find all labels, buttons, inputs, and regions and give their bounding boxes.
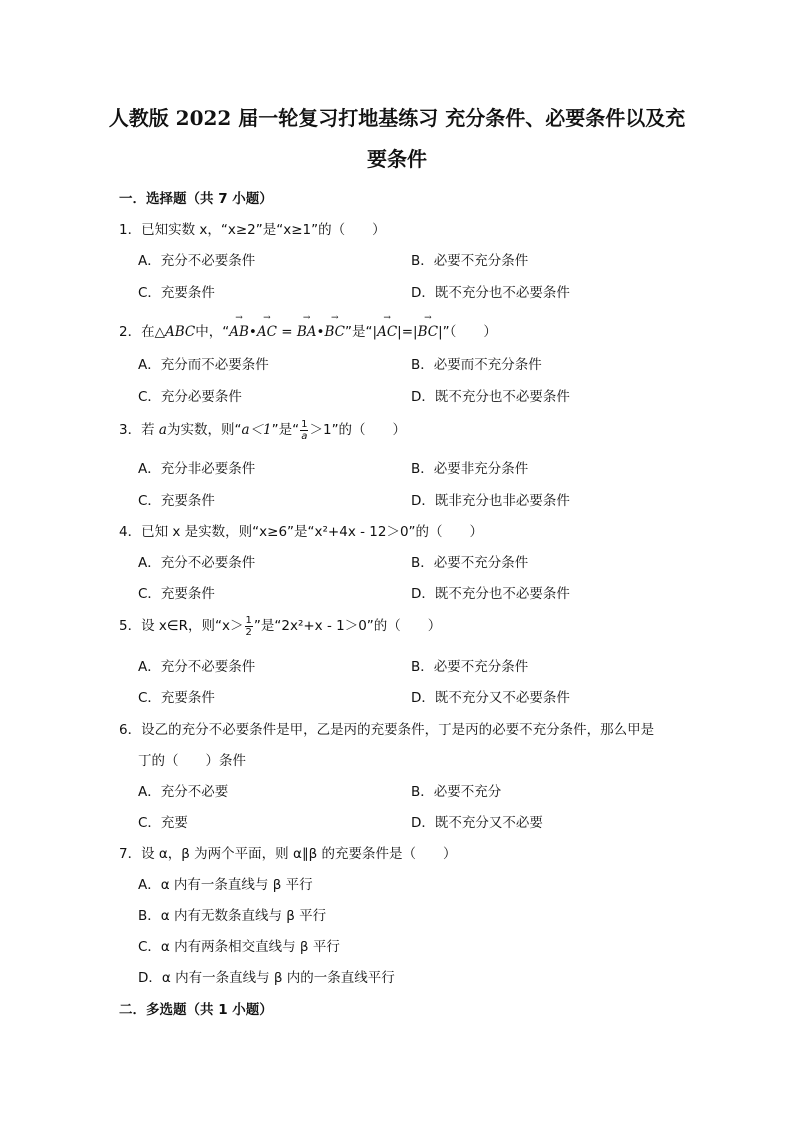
- question-2-stem-mid: 中，“: [195, 324, 230, 340]
- question-6-option-a: A．充分不必要: [138, 784, 229, 800]
- question-5-stem-prefix: 5．设 x∈R，则“x＞: [119, 618, 244, 634]
- question-4-option-b: B．必要不充分条件: [411, 555, 529, 571]
- question-4-stem: 4．已知 x 是实数，则“x≥6”是“x²+4x - 12＞0”的（ ）: [119, 524, 484, 540]
- question-7-option-a: A．α 内有一条直线与 β 平行: [138, 877, 313, 893]
- fraction-denominator: a: [301, 430, 308, 442]
- question-7-option-c: C．α 内有两条相交直线与 β 平行: [138, 939, 340, 955]
- question-2-option-d: D．既不充分也不必要条件: [411, 389, 570, 405]
- question-2-stem-end: |”（ ）: [438, 324, 497, 340]
- question-3-option-c: C．充要条件: [138, 493, 215, 509]
- question-1-option-b: B．必要不充分条件: [411, 253, 529, 269]
- question-2-stem-prefix: 2．在△: [119, 324, 165, 340]
- question-6-stem-continued: 丁的（ ）条件: [138, 753, 246, 769]
- vector-ac: → AC: [257, 324, 277, 340]
- question-6-option-d: D．既不充分又不必要: [411, 815, 543, 831]
- question-5-stem: [119, 614, 441, 638]
- question-6-option-b: B．必要不充分: [411, 784, 502, 800]
- question-5-option-a: A．充分不必要条件: [138, 659, 256, 675]
- question-5-option-b: B．必要不充分条件: [411, 659, 529, 675]
- question-1-option-d: D．既不充分也不必要条件: [411, 285, 570, 301]
- condition-greater-1: ＞1: [309, 422, 332, 438]
- question-4-option-a: A．充分不必要条件: [138, 555, 256, 571]
- document-title-line-1: 人教版 2022 届一轮复习打地基练习 充分条件、必要条件以及充: [108, 106, 686, 130]
- fraction-numerator: 1: [301, 418, 308, 430]
- question-3-option-a: A．充分非必要条件: [138, 461, 256, 477]
- question-2-stem-mid2: ”是“|: [345, 324, 378, 340]
- question-3-stem-mid2: ”是“: [271, 422, 300, 438]
- question-3-option-d: D．既非充分也非必要条件: [411, 493, 570, 509]
- question-2-stem: 2．在△ABC中，“→ AB•→ AC = → BA•→ BC”是“|→ AC|=|→ BC|”（ ）: [119, 320, 497, 340]
- triangle-name: ABC: [164, 324, 196, 340]
- question-7-option-b: B．α 内有无数条直线与 β 平行: [138, 908, 327, 924]
- question-1-option-c: C．充要条件: [138, 285, 215, 301]
- question-5-stem-end: ”是“2x²+x - 1＞0”的（ ）: [253, 618, 442, 634]
- fraction-1-over-2: [245, 615, 253, 638]
- question-7-stem: 7．设 α，β 为两个平面，则 α∥β 的充要条件是（ ）: [119, 846, 457, 862]
- question-3-stem-end: ”的（ ）: [331, 422, 407, 438]
- question-6-option-c: C．充要: [138, 815, 188, 831]
- fraction-denominator: 2: [245, 626, 252, 638]
- section-heading-multi-choice: 二．多选题（共 1 小题）: [119, 1002, 273, 1018]
- vector-bc-magnitude: → BC: [418, 324, 439, 340]
- question-1-stem: 1．已知实数 x，“x≥2”是“x≥1”的（ ）: [119, 222, 386, 238]
- document-title-line-2: 要条件: [367, 147, 427, 171]
- fraction-1-over-a: [300, 419, 308, 442]
- question-1-option-a: A．充分不必要条件: [138, 253, 256, 269]
- section-heading-single-choice: 一．选择题（共 7 小题）: [119, 191, 273, 207]
- question-2-option-b: B．必要而不充分条件: [411, 357, 542, 373]
- question-3-stem-mid: 为实数，则“: [166, 422, 242, 438]
- question-7-option-d: D．α 内有一条直线与 β 内的一条直线平行: [138, 970, 395, 986]
- condition-a-less-1: a＜1: [241, 422, 272, 438]
- vector-ab: → AB: [229, 324, 249, 340]
- vector-ac-magnitude: → AC: [377, 324, 397, 340]
- question-5-option-d: D．既不充分又不必要条件: [411, 690, 570, 706]
- variable-a: a: [158, 422, 167, 438]
- question-2-option-c: C．充分必要条件: [138, 389, 242, 405]
- question-2-option-a: A．充分而不必要条件: [138, 357, 269, 373]
- question-3-stem: [119, 418, 406, 442]
- question-4-option-c: C．充要条件: [138, 586, 215, 602]
- question-3-stem-prefix: 3．若: [119, 422, 159, 438]
- fraction-numerator: 1: [245, 614, 252, 626]
- question-5-option-c: C．充要条件: [138, 690, 215, 706]
- question-3-option-b: B．必要非充分条件: [411, 461, 529, 477]
- vector-ba: → BA: [297, 324, 317, 340]
- question-6-stem: 6．设乙的充分不必要条件是甲，乙是丙的充要条件，丁是丙的必要不充分条件，那么甲是: [119, 722, 655, 738]
- question-4-option-d: D．既不充分也不必要条件: [411, 586, 570, 602]
- vector-bc: → BC: [325, 324, 346, 340]
